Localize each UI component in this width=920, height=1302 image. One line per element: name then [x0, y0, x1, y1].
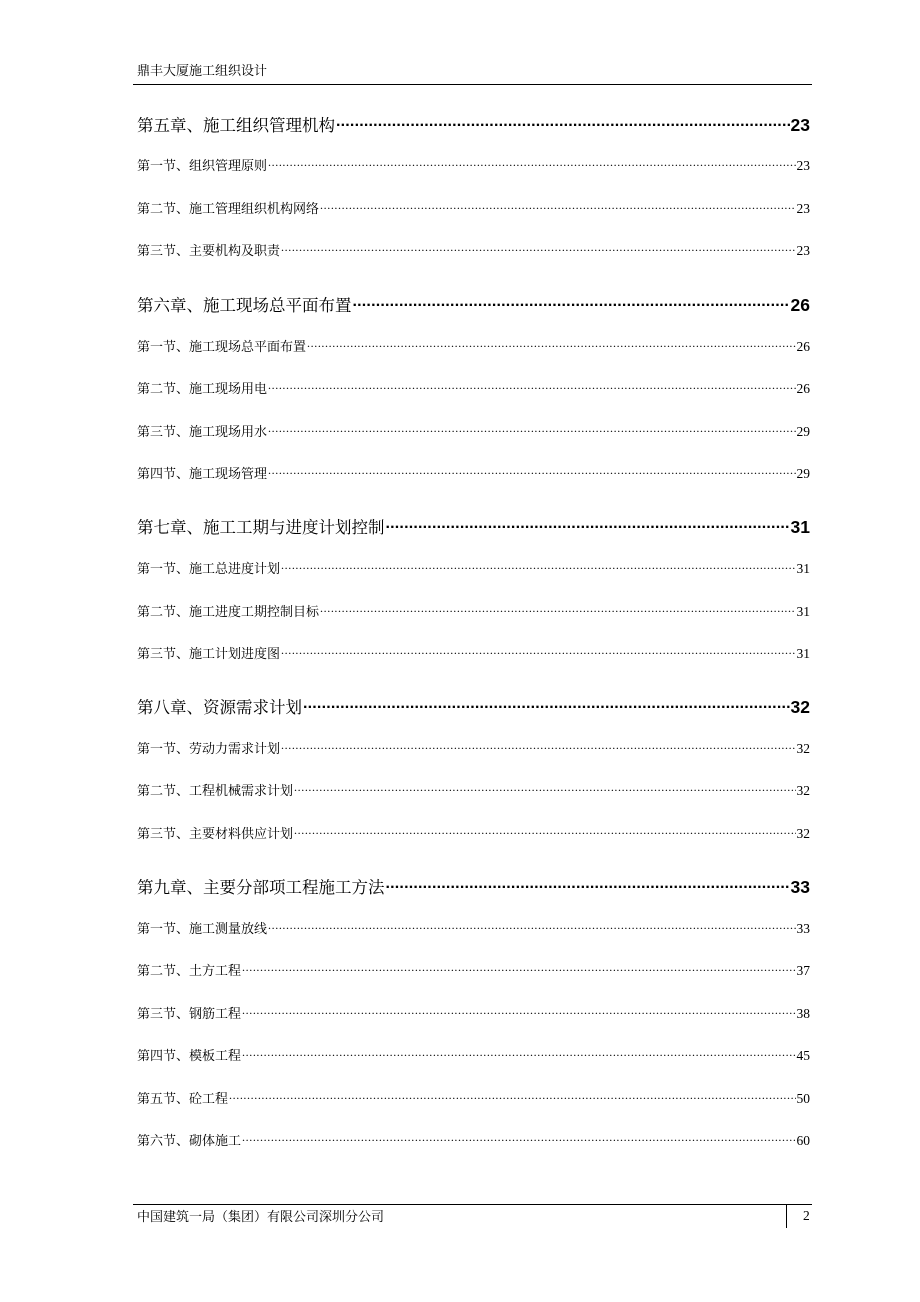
toc-section[interactable]	[137, 960, 810, 980]
toc-page-number: 32	[796, 783, 810, 798]
toc-dot-leader	[242, 962, 795, 975]
toc-section[interactable]	[137, 918, 810, 938]
toc-entry-label: 第一节、施工总进度计划	[137, 562, 281, 577]
toc-page-number: 29	[796, 466, 810, 481]
toc-page-number: 33	[790, 877, 810, 897]
toc-dot-leader	[386, 517, 790, 534]
toc-dot-leader	[268, 157, 795, 170]
toc-entry-label: 第二节、施工管理组织机构网络	[137, 202, 320, 217]
toc-entry-label: 第二节、施工进度工期控制目标	[137, 605, 320, 620]
toc-section[interactable]	[137, 558, 810, 578]
toc-dot-leader	[336, 115, 790, 132]
toc-chapter-7[interactable]	[137, 514, 810, 540]
toc-page-number: 32	[790, 697, 810, 717]
toc-section[interactable]	[137, 240, 810, 260]
toc-section[interactable]	[137, 823, 810, 843]
toc-section[interactable]	[137, 780, 810, 800]
toc-entry-label: 第七章、施工工期与进度计划控制	[137, 518, 385, 537]
header-title: 鼎丰大厦施工组织设计	[137, 64, 268, 79]
footer-page-number: 2	[803, 1208, 810, 1223]
toc-page-number: 29	[796, 424, 810, 439]
toc-page-number: 23	[790, 115, 810, 135]
toc-section[interactable]	[137, 1003, 810, 1023]
footer-company-name: 中国建筑一局（集团）有限公司深圳分公司	[137, 1210, 385, 1225]
toc-entry-label: 第八章、资源需求计划	[137, 698, 302, 717]
toc-entry-label: 第四节、施工现场管理	[137, 467, 268, 482]
toc-page-number: 32	[796, 826, 810, 841]
toc-section[interactable]	[137, 155, 810, 175]
toc-page-number: 23	[796, 243, 810, 258]
toc-dot-leader	[303, 697, 790, 714]
toc-chapter-8[interactable]	[137, 694, 810, 720]
toc-entry-label: 第一节、劳动力需求计划	[137, 742, 281, 757]
toc-entry-label: 第六章、施工现场总平面布置	[137, 296, 352, 315]
toc-dot-leader	[281, 645, 795, 658]
toc-page-number: 50	[796, 1091, 810, 1106]
header-rule	[133, 84, 812, 85]
toc-page-number: 38	[796, 1006, 810, 1021]
toc-chapter-6[interactable]	[137, 292, 810, 318]
toc-entry-label: 第六节、砌体施工	[137, 1134, 242, 1149]
toc-section[interactable]	[137, 643, 810, 663]
toc-entry-label: 第三节、主要材料供应计划	[137, 827, 294, 842]
toc-entry-label: 第五章、施工组织管理机构	[137, 116, 335, 135]
toc-entry-label: 第一节、施工测量放线	[137, 922, 268, 937]
toc-dot-leader	[307, 338, 795, 351]
toc-dot-leader	[268, 465, 795, 478]
toc-section[interactable]	[137, 1045, 810, 1065]
toc-dot-leader	[242, 1132, 795, 1145]
toc-entry-label: 第三节、施工现场用水	[137, 425, 268, 440]
toc-entry-label: 第二节、工程机械需求计划	[137, 784, 294, 799]
footer-rule	[133, 1204, 812, 1205]
toc-section[interactable]	[137, 463, 810, 483]
toc-entry-label: 第二节、土方工程	[137, 964, 242, 979]
toc-section[interactable]	[137, 1130, 810, 1150]
toc-chapter-5[interactable]	[137, 112, 810, 138]
toc-entry-label: 第二节、施工现场用电	[137, 382, 268, 397]
toc-page-number: 31	[796, 646, 810, 661]
toc-page-number: 33	[796, 921, 810, 936]
toc-entry-label: 第一节、组织管理原则	[137, 159, 268, 174]
toc-entry-label: 第四节、模板工程	[137, 1049, 242, 1064]
toc-entry-label: 第九章、主要分部项工程施工方法	[137, 878, 385, 897]
footer-divider	[786, 1204, 787, 1228]
toc-dot-leader	[268, 423, 795, 436]
toc-page-number: 23	[796, 158, 810, 173]
toc-dot-leader	[386, 877, 790, 894]
toc-page-number: 45	[796, 1048, 810, 1063]
toc-dot-leader	[242, 1005, 795, 1018]
toc-page-number: 26	[796, 339, 810, 354]
toc-section[interactable]	[137, 1088, 810, 1108]
toc-dot-leader	[320, 603, 795, 616]
toc-page-number: 32	[796, 741, 810, 756]
toc-dot-leader	[268, 920, 795, 933]
toc-entry-label: 第五节、砼工程	[137, 1092, 229, 1107]
toc-dot-leader	[294, 782, 795, 795]
toc-dot-leader	[281, 242, 795, 255]
toc-entry-label: 第一节、施工现场总平面布置	[137, 340, 307, 355]
toc-dot-leader	[320, 200, 795, 213]
toc-dot-leader	[281, 740, 795, 753]
toc-entry-label: 第三节、主要机构及职责	[137, 244, 281, 259]
toc-page-number: 23	[796, 201, 810, 216]
toc-page-number: 37	[796, 963, 810, 978]
toc-dot-leader	[294, 825, 795, 838]
toc-section[interactable]	[137, 198, 810, 218]
toc-section[interactable]	[137, 738, 810, 758]
toc-page-number: 60	[796, 1133, 810, 1148]
toc-entry-label: 第三节、施工计划进度图	[137, 647, 281, 662]
toc-page-number: 31	[790, 517, 810, 537]
toc-entry-label: 第三节、钢筋工程	[137, 1007, 242, 1022]
toc-section[interactable]	[137, 421, 810, 441]
toc-page-number: 26	[796, 381, 810, 396]
toc-dot-leader	[281, 560, 795, 573]
toc-page-number: 31	[796, 604, 810, 619]
toc-chapter-9[interactable]	[137, 874, 810, 900]
toc-dot-leader	[353, 295, 790, 312]
toc-section[interactable]	[137, 378, 810, 398]
toc-page-number: 26	[790, 295, 810, 315]
toc-dot-leader	[268, 380, 795, 393]
toc-dot-leader	[242, 1047, 795, 1060]
toc-section[interactable]	[137, 336, 810, 356]
toc-page-number: 31	[796, 561, 810, 576]
toc-dot-leader	[229, 1090, 795, 1103]
toc-section[interactable]	[137, 601, 810, 621]
